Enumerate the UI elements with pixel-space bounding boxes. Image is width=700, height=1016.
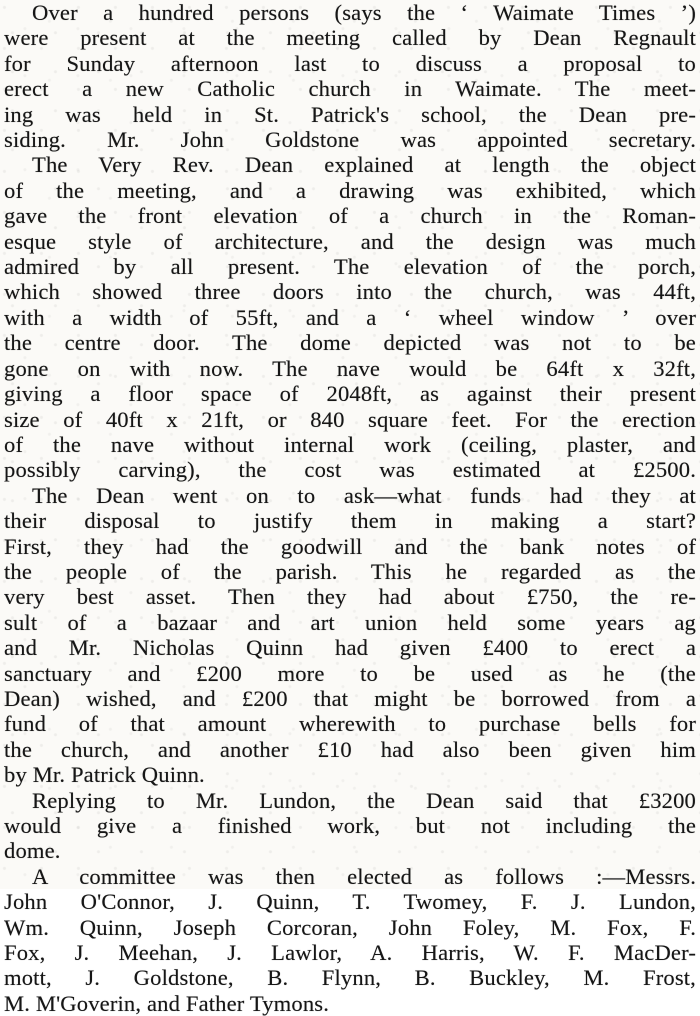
text-line: fund of that amount wherewith to purchase bells for [4,711,696,737]
text-line: A committee was then elected as follows :—Messrs. [32,863,696,889]
text-line: M. M'Goverin, and Father Tymons. [4,990,330,1016]
text-line: Dean) wished, and £200 that might be borrowed from a [4,685,696,711]
text-line: siding. Mr. John Goldstone was appointed secretary. [4,127,696,153]
text-line: of the meeting, and a drawing was exhibited, which [4,177,696,203]
text-line: with a width of 55ft, and a ‘ wheel window ’ over [4,304,696,330]
text-line: giving a floor space of 2048ft, as against their present [4,381,696,407]
text-line: gone on with now. The nave would be 64ft x 32ft, [4,355,696,381]
text-line: very best asset. Then they had about £750, the re- [4,584,696,610]
text-line: the church, and another £10 had also been given him [4,736,696,762]
text-line: the centre door. The dome depicted was not to be [4,330,696,356]
text-line: which showed three doors into the church, was 44ft, [4,279,696,305]
text-line: by Mr. Patrick Quinn. [4,762,205,788]
text-line: Replying to Mr. Lundon, the Dean said that £3200 [32,787,696,813]
text-line: mott, J. Goldstone, B. Flynn, B. Buckley, M. Frost, [4,965,696,991]
text-line: John O'Connor, J. Quinn, T. Twomey, F. J. Lundon, [4,889,696,915]
paragraph-funds [4,483,696,788]
paragraph-reply [4,788,696,864]
text-line: erect a new Catholic church in Waimate. The meet- [4,76,696,102]
text-line: The Dean went on to ask—what funds had they at [32,482,696,508]
text-line: sult of a bazaar and art union held some years ag [4,609,696,635]
text-line: dome. [4,838,61,864]
text-line: ing was held in St. Patrick's school, the Dean pre- [4,101,696,127]
text-line: admired by all present. The elevation of the porch, [4,254,696,280]
text-line: would give a finished work, but not including the [4,813,696,838]
text-line: Over a hundred persons (says the ‘ Waimate Times ’) [32,0,696,25]
text-line: esque style of architecture, and the design was much [4,228,696,254]
text-line: First, they had the goodwill and the bank notes of [4,533,696,559]
text-line: size of 40ft x 21ft, or 840 square feet. For the erection [4,406,696,432]
paragraph-church-design [4,152,696,482]
text-line: Fox, J. Meehan, J. Lawlor, A. Harris, W. F. MacDer- [4,940,696,966]
paragraph-meeting-intro [4,0,696,152]
text-line: for Sunday afternoon last to discuss a proposal to [4,50,696,76]
text-line: were present at the meeting called by Dean Regnault [4,25,696,51]
text-line: sanctuary and £200 more to be used as he (the [4,660,696,686]
text-line: of the nave without internal work (ceiling, plaster, and [4,431,696,457]
article-body [4,0,696,1016]
text-line: The Very Rev. Dean explained at length the object [32,152,696,178]
text-line: possibly carving), the cost was estimated at £2500. [4,457,696,483]
text-line: their disposal to justify them in making a start? [4,508,696,534]
text-line: Wm. Quinn, Joseph Corcoran, John Foley, M. Fox, F. [4,914,696,940]
paragraph-committee [4,864,696,1016]
text-line: gave the front elevation of a church in the Roman- [4,203,696,229]
text-line: the people of the parish. This he regarded as the [4,558,696,584]
text-line: and Mr. Nicholas Quinn had given £400 to erect a [4,635,696,661]
